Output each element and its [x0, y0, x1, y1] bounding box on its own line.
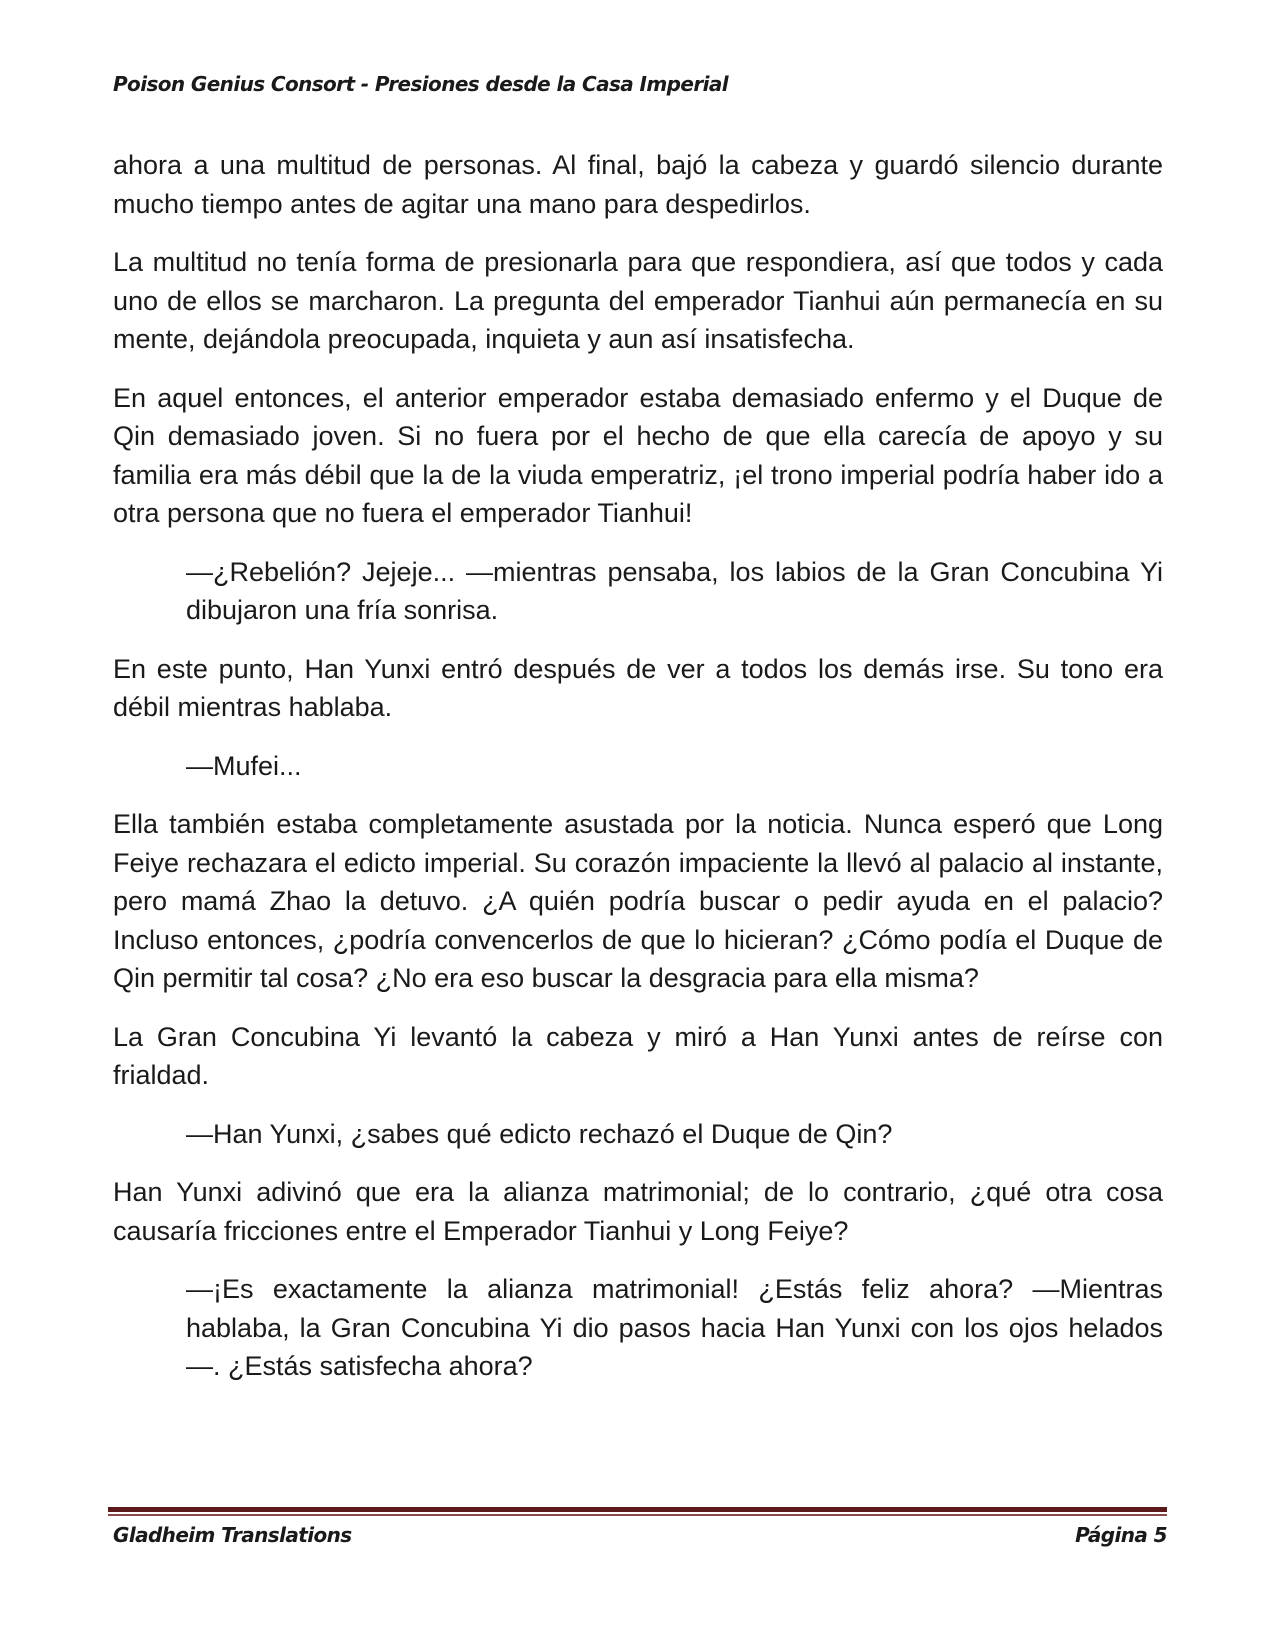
footer-divider — [108, 1507, 1167, 1512]
paragraph: ahora a una multitud de personas. Al final, bajó la cabeza y guardó silencio durante mucho tiempo antes de agitar una mano para despedirlos. — [113, 150, 1163, 219]
footer-page-number: Página 5 — [1075, 1523, 1167, 1547]
paragraph: En aquel entonces, el anterior emperador estaba demasiado enfermo y el Duque de Qin demasiado joven. Si no fuera por el hecho de que ella carecía de apoyo y su familia era más débil que la de la viuda emperatriz, ¡el trono imperial podría haber ido a otra persona que no fuera el emperador Tianhui! — [113, 382, 1163, 528]
paragraph: Ella también estaba completamente asustada por la noticia. Nunca esperó que Long Feiye rechazara el edicto imperial. Su corazón impaciente la llevó al palacio al instante, pero mamá Zhao la detuvo. ¿A quién podría buscar o pedir ayuda en el palacio? Incluso entonces, ¿podría convencerlos de que lo hicieran? ¿Cómo podía el Duque de Qin permitir tal cosa? ¿No era eso buscar la desgracia para ella misma? — [113, 809, 1163, 993]
footer-divider-thin — [108, 1514, 1167, 1516]
dialogue-paragraph: —Han Yunxi, ¿sabes qué edicto rechazó el Duque de Qin? — [186, 1118, 893, 1149]
paragraph: En este punto, Han Yunxi entró después de ver a todos los demás irse. Su tono era débil mientras hablaba. — [113, 653, 1163, 722]
paragraph: La Gran Concubina Yi levantó la cabeza y miró a Han Yunxi antes de reírse con frialdad. — [113, 1021, 1163, 1090]
dialogue-paragraph: —¡Es exactamente la alianza matrimonial! ¿Estás feliz ahora? —Mientras hablaba, la Gran Concubina Yi dio pasos hacia Han Yunxi con los ojos helados—. ¿Estás satisfecha ahora? — [186, 1274, 1163, 1381]
page-header-title: Poison Genius Consort - Presiones desde la Casa Imperial — [113, 72, 728, 96]
dialogue-paragraph: —¿Rebelión? Jejeje... —mientras pensaba, los labios de la Gran Concubina Yi dibujaron una fría sonrisa. — [186, 556, 1163, 625]
paragraph: Han Yunxi adivinó que era la alianza matrimonial; de lo contrario, ¿qué otra cosa causaría fricciones entre el Emperador Tianhui y Long Feiye? — [113, 1177, 1163, 1246]
footer-publisher: Gladheim Translations — [113, 1523, 352, 1547]
paragraph: La multitud no tenía forma de presionarla para que respondiera, así que todos y cada uno de ellos se marcharon. La pregunta del emperador Tianhui aún permanecía en su mente, dejándola preocupada, inquieta y aun así insatisfecha. — [113, 247, 1163, 354]
dialogue-paragraph: —Mufei... — [186, 750, 302, 781]
body-text — [113, 146, 1163, 1406]
